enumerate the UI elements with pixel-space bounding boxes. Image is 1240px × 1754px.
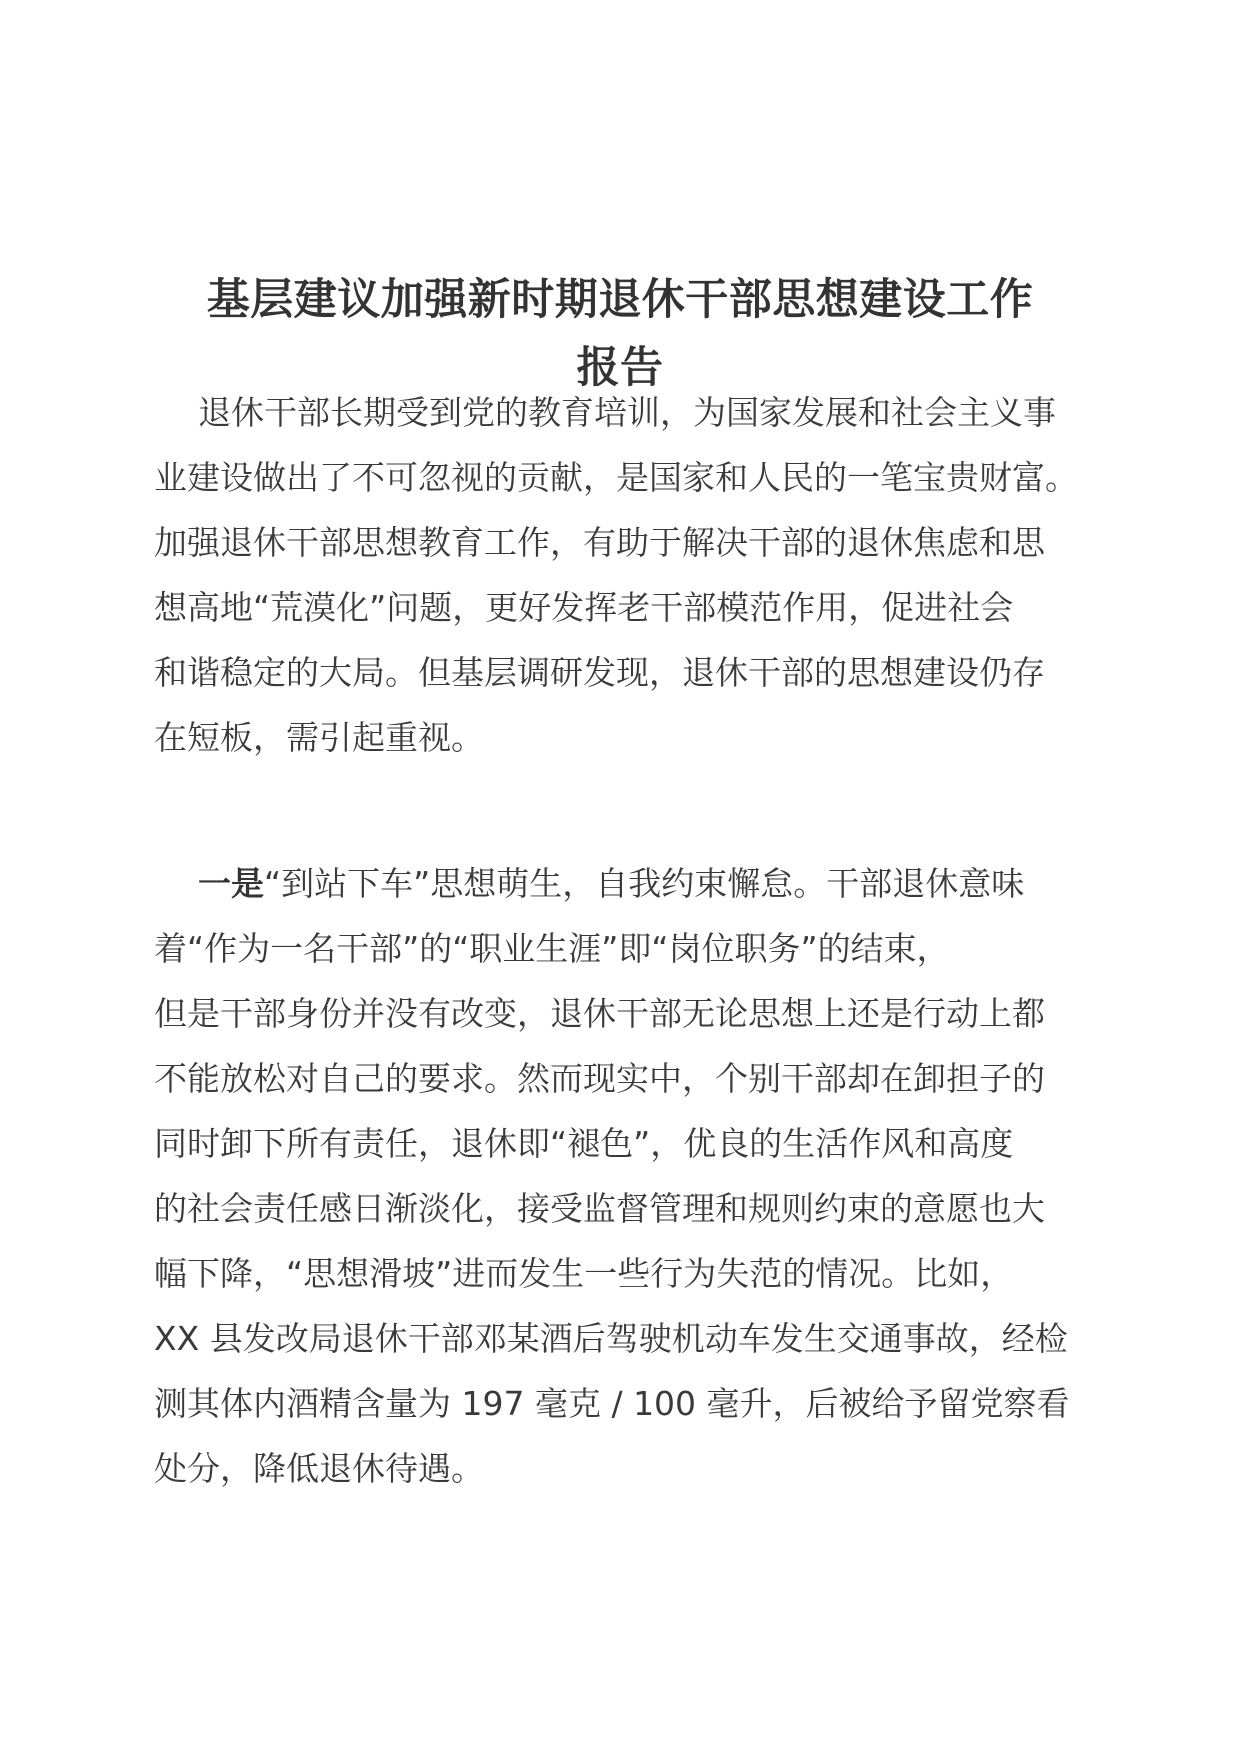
title-line-1: 基层建议加强新时期退休干部思想建设工作	[206, 275, 1034, 325]
paragraph-line: 幅下降，“思想滑坡”进而发生一些行为失范的情况。比如，	[154, 1254, 1014, 1293]
paragraph-intro	[154, 380, 1086, 770]
paragraph-first-line	[154, 851, 1086, 916]
paragraph-line: 想高地“荒漠化”问题，更好发挥老干部模范作用，促进社会	[154, 588, 1014, 627]
paragraph-lead: 一是	[198, 864, 264, 903]
paragraph-line: XX 县发改局退休干部邓某酒后驾驶机动车发生交通事故，经检	[154, 1319, 1068, 1358]
paragraph-line: 退休干部长期受到党的教育培训，为国家发展和社会主义事	[198, 393, 1056, 432]
paragraph-line: 同时卸下所有责任，退休即“褪色”，优良的生活作风和高度	[154, 1124, 1014, 1163]
paragraph-line: 加强退休干部思想教育工作，有助于解决干部的退休焦虑和思	[154, 523, 1045, 562]
paragraph-line: 业建设做出了不可忽视的贡献，是国家和人民的一笔宝贵财富。	[154, 458, 1078, 497]
title-line-2: 报告	[576, 343, 664, 393]
paragraph-point-one	[154, 851, 1086, 1501]
paragraph-line: 测其体内酒精含量为 197 毫克 / 100 毫升，后被给予留党察看	[154, 1384, 1070, 1423]
paragraph-first-line-text: “到站下车”思想萌生，自我约束懈怠。干部退休意味	[264, 864, 1025, 903]
paragraph-line: 不能放松对自己的要求。然而现实中，个别干部却在卸担子的	[154, 1059, 1045, 1098]
paragraph-line: 处分，降低退休待遇。	[154, 1449, 484, 1488]
paragraph-line: 的社会责任感日渐淡化，接受监督管理和规则约束的意愿也大	[154, 1189, 1045, 1228]
paragraph-line: 在短板，需引起重视。	[154, 718, 484, 757]
paragraph-line: 着“作为一名干部”的“职业生涯”即“岗位职务”的结束，	[154, 929, 950, 968]
paragraph-line: 但是干部身份并没有改变，退休干部无论思想上还是行动上都	[154, 994, 1045, 1033]
paragraph-line: 和谐稳定的大局。但基层调研发现，退休干部的思想建设仍存	[154, 653, 1045, 692]
